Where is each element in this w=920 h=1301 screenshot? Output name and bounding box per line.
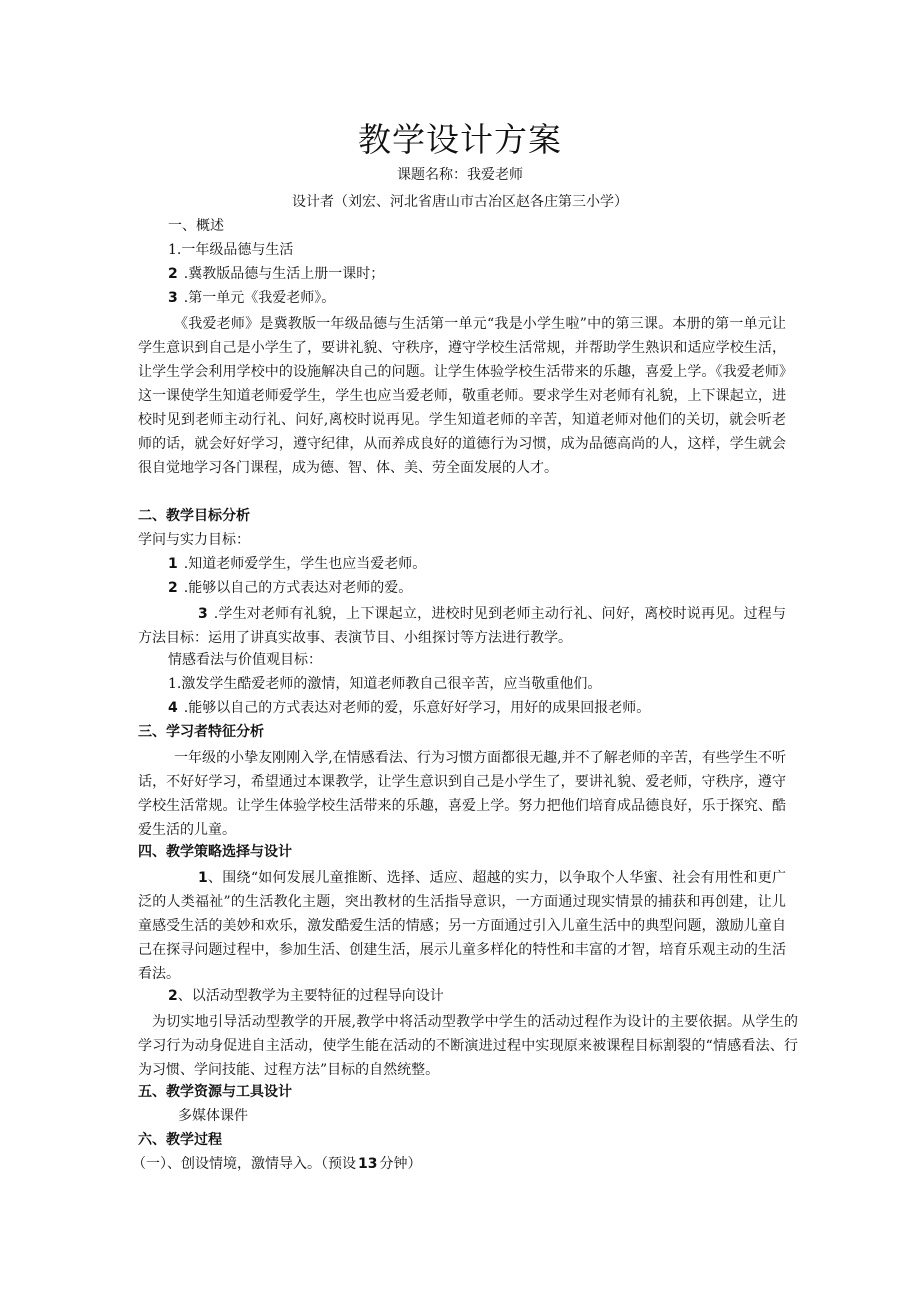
process-step-1-minutes: 13 bbox=[358, 1156, 378, 1172]
strategy-p1-num: 1 bbox=[198, 870, 208, 886]
section-process-heading: 六、教学过程 bbox=[138, 1132, 222, 1148]
goals-knowledge-label: 学问与实力目标： bbox=[138, 532, 250, 548]
resources-item: 多媒体课件 bbox=[178, 1108, 248, 1124]
goals-item-1-num: 1 bbox=[168, 556, 178, 572]
goals-item-3 bbox=[138, 602, 786, 650]
goals-item-3-text: .学生对老师有礼貌，上下课起立，进校时见到老师主动行礼、问好，离校时说再见。过程与方法目标：运用了讲真实故事、表演节目、小组探讨等方法进行教学。 bbox=[138, 606, 786, 646]
strategy-paragraph-3: 为切实地引导活动型教学的开展,教学中将活动型教学中学生的活动过程作为设计的主要依据。从学生的学习行为动身促进自主活动，使学生能在活动的不断演进过程中实现原来被课程目标割裂的“情感看法、行为习惯、学问技能、过程方法”目标的自然统整。 bbox=[138, 1014, 798, 1078]
overview-item-3 bbox=[168, 288, 335, 308]
goals-item-3-num: 3 bbox=[198, 606, 208, 622]
overview-item-1-text: 一年级品德与生活 bbox=[181, 242, 294, 258]
goals-item-2 bbox=[168, 578, 412, 598]
goals-item-2-text: .能够以自己的方式表达对老师的爱。 bbox=[183, 580, 413, 596]
goals-item-1 bbox=[168, 554, 426, 574]
goals-emotion-item-2 bbox=[168, 698, 650, 718]
goals-emotion-item-2-num: 4 bbox=[168, 700, 178, 716]
process-step-1-prefix: （一）、创设情境，激情导入。（预设 bbox=[132, 1156, 356, 1172]
overview-item-3-num: 3 bbox=[168, 290, 178, 306]
overview-paragraph: 《我爱老师》是冀教版一年级品德与生活第一单元“我是小学生啦”中的第三课。本册的第一单元让学生意识到自己是小学生了，要讲礼貌、守秩序，遵守学校生活常规，并帮助学生熟识和适应学校生活，让学生学会利用学校中的设施解决自己的问题。让学生体验学校生活带来的乐趣，喜爱上学。《我爱老师》这一课使学生知道老师爱学生，学生也应当爱老师，敬重老师。要求学生对老师有礼貌，上下课起立，进校时见到老师主动行礼、问好,离校时说再见。学生知道老师的辛苦，知道老师对他们的关切，就会听老师的话，就会好好学习，遵守纪律，从而养成良好的道德行为习惯，成为品德高尚的人，这样，学生就会很自觉地学习各门课程，成为德、智、体、美、劳全面发展的人才。 bbox=[138, 316, 786, 476]
section-resources-heading: 五、教学资源与工具设计 bbox=[138, 1084, 292, 1100]
designer-line: 设计者（刘宏、河北省唐山市古冶区赵各庄第三小学） bbox=[292, 194, 628, 210]
overview-item-2 bbox=[168, 264, 384, 284]
strategy-p2-num: 2 bbox=[168, 988, 178, 1004]
learners-paragraph: 一年级的小挚友刚刚入学,在情感看法、行为习惯方面都很无趣,并不了解老师的辛苦，有些学生不听话，不好好学习，希望通过本课教学，让学生意识到自己是小学生了，要讲礼貌、爱老师，守秩序，遵守学校生活常规。让学生体验学校生活带来的乐趣，喜爱上学。努力把他们培育成品德良好，乐于探究、酷爱生活的儿童。 bbox=[138, 750, 786, 838]
section-overview-heading: 一、概述 bbox=[168, 218, 224, 234]
overview-item-3-text: .第一单元《我爱老师》。 bbox=[183, 290, 336, 306]
strategy-paragraph-1 bbox=[138, 866, 786, 986]
document-title: 教学设计方案 bbox=[358, 120, 562, 159]
strategy-paragraph-2 bbox=[168, 986, 444, 1006]
overview-item-1 bbox=[168, 240, 293, 260]
overview-item-2-text: .冀教版品德与生活上册一课时； bbox=[183, 266, 385, 282]
goals-item-2-num: 2 bbox=[168, 580, 178, 596]
overview-item-2-num: 2 bbox=[168, 266, 178, 282]
strategy-p2-text: 、以活动型教学为主要特征的过程导向设计 bbox=[177, 988, 444, 1004]
process-step-1-suffix: 分钟） bbox=[379, 1156, 422, 1172]
goals-emotion-item-1: 1.激发学生酷爱老师的激情，知道老师教自己很辛苦，应当敬重他们。 bbox=[168, 676, 602, 692]
process-step-1 bbox=[132, 1154, 421, 1174]
goals-item-1-text: .知道老师爱学生，学生也应当爱老师。 bbox=[183, 556, 427, 572]
goals-emotion-item-2-text: .能够以自己的方式表达对老师的爱，乐意好好学习，用好的成果回报老师。 bbox=[183, 700, 651, 716]
section-goals-heading: 二、教学目标分析 bbox=[138, 508, 250, 524]
topic-line: 课题名称：我爱老师 bbox=[397, 167, 523, 183]
section-learners-heading: 三、学习者特征分析 bbox=[138, 724, 264, 740]
section-strategy-heading: 四、教学策略选择与设计 bbox=[138, 844, 292, 860]
overview-item-1-num: 1. bbox=[168, 242, 182, 258]
strategy-p1-text: 、围绕“如何发展儿童推断、选择、适应、超越的实力，以争取个人华蜜、社会有用性和更广泛的人类福祉”的生活教化主题，突出教材的生活指导意识，一方面通过现实情景的捕获和再创建，让儿童感受生活的美妙和欢乐，激发酷爱生活的情感；另一方面通过引入儿童生活中的典型问题，激励儿童自己在探寻问题过程中，参加生活、创建生活，展示儿童多样化的特性和丰富的才智，培育乐观主动的生活看法。 bbox=[138, 870, 786, 982]
goals-emotion-label: 情感看法与价值观目标： bbox=[168, 652, 322, 668]
